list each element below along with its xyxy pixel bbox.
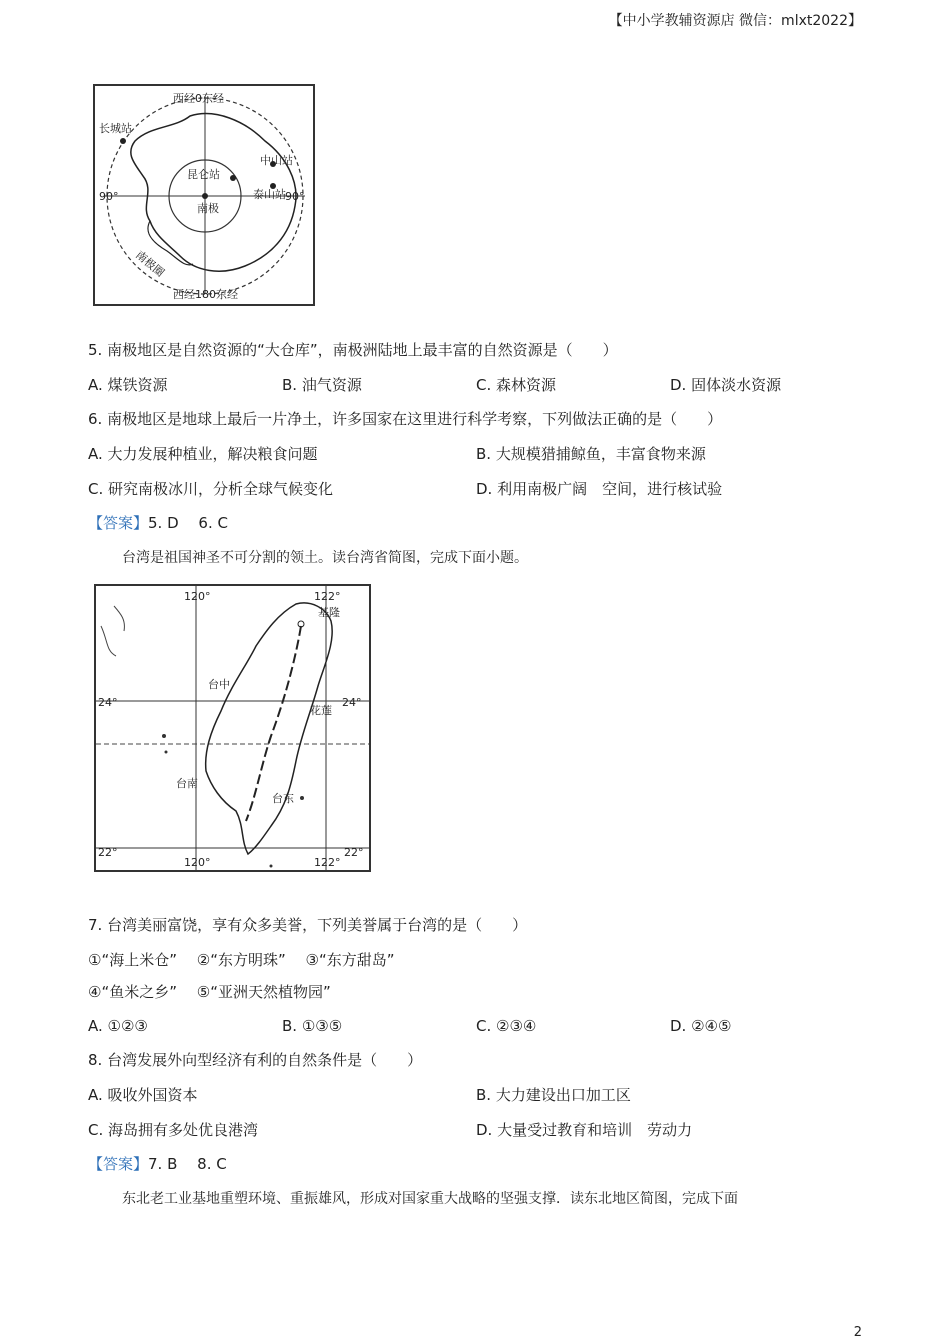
answer-tag: 【答案】 [88, 514, 149, 532]
taiwan-label-lat24-left: 24° [98, 696, 118, 709]
map-label-taishan: 泰山站 [253, 188, 286, 201]
taiwan-label-hualien: 花莲 [310, 704, 332, 717]
taiwan-label-taichung: 台中 [208, 678, 230, 691]
map-label-zhongshan: 中山站 [260, 154, 293, 167]
answer-text: 5. D 6. C [148, 514, 228, 532]
q7-option-a: A. ①②③ [88, 1017, 148, 1035]
q6-option-c: C. 研究南极冰川，分析全球气候变化 [88, 480, 334, 498]
q6-option-b: B. 大规模猎捕鲸鱼，丰富食物来源 [476, 445, 706, 463]
taiwan-label-lon120-bottom: 120° [184, 856, 211, 869]
map-label-west90: 90° [99, 190, 119, 203]
map-label-kunlun: 昆仑站 [187, 168, 220, 181]
q7-stem: 7. 台湾美丽富饶，享有众多美誉，下列美誉属于台湾的是（ ） [88, 916, 528, 934]
page-number: 2 [853, 1325, 862, 1340]
answer-tag: 【答案】 [88, 1155, 149, 1173]
q8-option-c: C. 海岛拥有多处优良港湾 [88, 1121, 259, 1139]
q8-option-d: D. 大量受过教育和培训 劳动力 [476, 1121, 693, 1139]
page-header: 【中小学教辅资源店 微信：mlxt2022】 [608, 13, 862, 29]
map-label-changcheng: 长城站 [99, 122, 132, 135]
q8-stem: 8. 台湾发展外向型经济有利的自然条件是（ ） [88, 1051, 423, 1069]
q8-option-b: B. 大力建设出口加工区 [476, 1086, 631, 1104]
q8-option-a: A. 吸收外国资本 [88, 1086, 198, 1104]
answer-text: 7. B 8. C [148, 1155, 227, 1173]
map-label-circle: 南极圈 [133, 248, 167, 280]
intro-taiwan: 台湾是祖国神圣不可分割的领土。读台湾省简图，完成下面小题。 [122, 550, 528, 566]
taiwan-label-keelung: 基隆 [318, 606, 340, 619]
taiwan-label-taitung: 台东 [272, 792, 294, 805]
q7-items-1: ①“海上米仓” ②“东方明珠” ③“东方甜岛” [88, 951, 395, 969]
antarctica-map [93, 84, 315, 306]
q7-option-d: D. ②④⑤ [670, 1017, 732, 1035]
q5-option-c: C. 森林资源 [476, 376, 557, 394]
map-label-east90: 90° [285, 190, 305, 203]
map-label-top: 西经0东经 [173, 92, 224, 105]
taiwan-label-lon122-top: 122° [314, 590, 341, 603]
q5-option-a: A. 煤铁资源 [88, 376, 168, 394]
q7-items-2: ④“鱼米之乡” ⑤“亚洲天然植物园” [88, 983, 331, 1001]
taiwan-label-lat24-right: 24° [342, 696, 362, 709]
q6-option-d: D. 利用南极广阔 空间，进行核试验 [476, 480, 723, 498]
q5-option-b: B. 油气资源 [282, 376, 362, 394]
answer-block-2 [88, 1154, 227, 1174]
q5-stem: 5. 南极地区是自然资源的“大仓库”，南极洲陆地上最丰富的自然资源是（ ） [88, 341, 618, 359]
q7-option-b: B. ①③⑤ [282, 1017, 343, 1035]
q7-option-c: C. ②③④ [476, 1017, 537, 1035]
taiwan-map [94, 584, 371, 872]
taiwan-label-lon120-top: 120° [184, 590, 211, 603]
taiwan-label-lat22-left: 22° [98, 846, 118, 859]
answer-block-1 [88, 513, 228, 533]
q6-option-a: A. 大力发展种植业，解决粮食问题 [88, 445, 318, 463]
intro-northeast: 东北老工业基地重塑环境、重振雄风，形成对国家重大战略的坚强支撑．读东北地区简图，完成下面 [122, 1191, 738, 1207]
taiwan-label-tainan: 台南 [176, 777, 198, 790]
taiwan-label-lat22-right: 22° [344, 846, 364, 859]
map-label-pole: 南极 [197, 202, 219, 215]
taiwan-label-lon122-bottom: 122° [314, 856, 341, 869]
map-label-bottom: 西经180东经 [173, 288, 238, 301]
q5-option-d: D. 固体淡水资源 [670, 376, 782, 394]
q6-stem: 6. 南极地区是地球上最后一片净土，许多国家在这里进行科学考察，下列做法正确的是（ ） [88, 410, 723, 428]
